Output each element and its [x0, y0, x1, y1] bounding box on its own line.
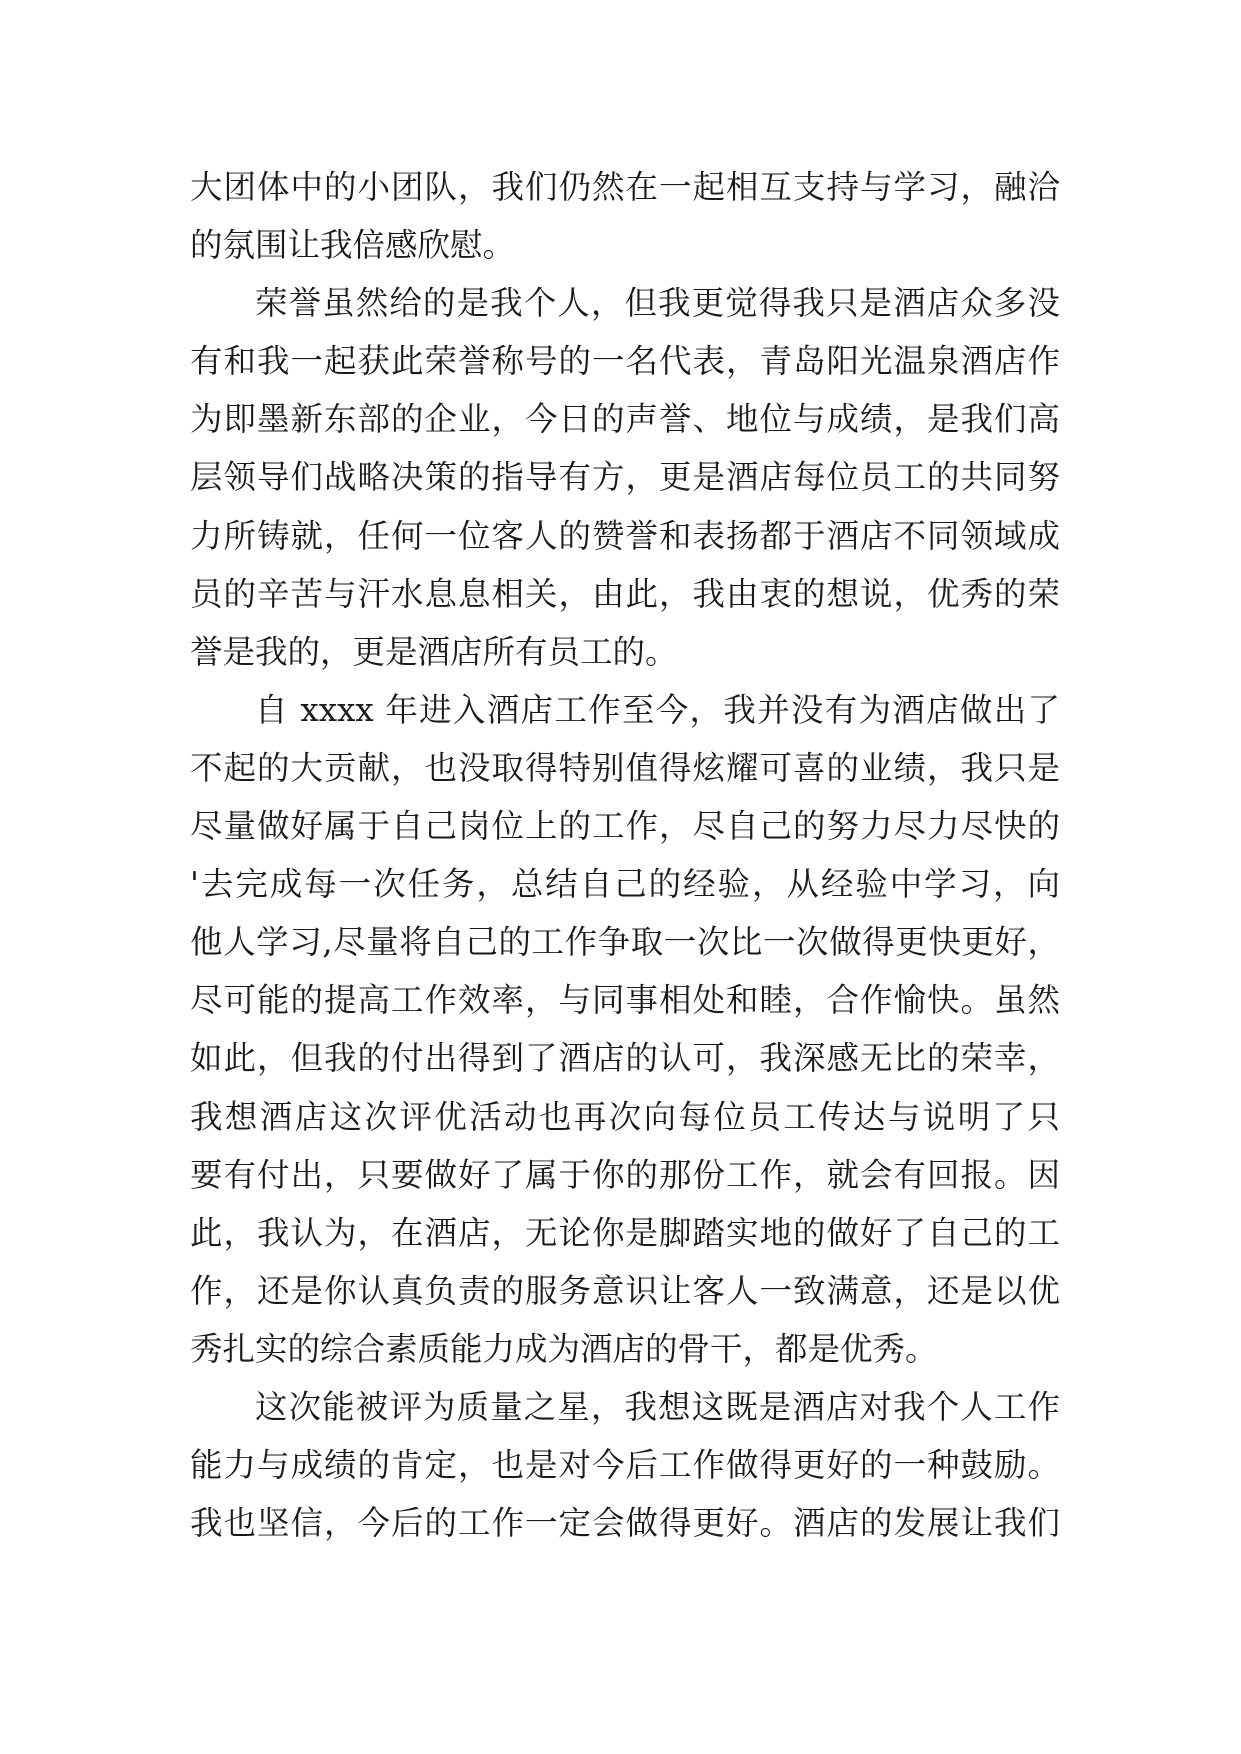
text-line: 自 xxxx 年进入酒店工作至今，我并没有为酒店做出了 [255, 690, 1060, 729]
text-line: 员的辛苦与汗水息息相关，由此，我由衷的想说，优秀的荣 [190, 574, 1060, 613]
text-line: 有和我一起获此荣誉称号的一名代表，青岛阳光温泉酒店作 [190, 342, 1060, 381]
text-line: 如此，但我的付出得到了酒店的认可，我深感无比的荣幸， [190, 1039, 1060, 1078]
text-line: 不起的大贡献，也没取得特别值得炫耀可喜的业绩，我只是 [190, 748, 1060, 787]
text-line: 这次能被评为质量之星，我想这既是酒店对我个人工作 [255, 1387, 1060, 1426]
text-line: 要有付出，只要做好了属于你的那份工作，就会有回报。因 [190, 1155, 1060, 1194]
text-line: 力所铸就，任何一位客人的赞誉和表扬都于酒店不同领域成 [190, 516, 1060, 555]
text-line: 的氛围让我倍感欣慰。 [190, 226, 516, 265]
text-line: 荣誉虽然给的是我个人，但我更觉得我只是酒店众多没 [255, 284, 1060, 323]
text-line: 尽可能的提高工作效率，与同事相处和睦，合作愉快。虽然 [190, 981, 1060, 1020]
text-line: 作，还是你认真负责的服务意识让客人一致满意，还是以优 [190, 1271, 1060, 1310]
text-line: 秀扎实的综合素质能力成为酒店的骨干，都是优秀。 [190, 1329, 938, 1368]
text-line: 尽量做好属于自己岗位上的工作，尽自己的努力尽力尽快的 [190, 807, 1060, 846]
text-line: 能力与成绩的肯定，也是对今后工作做得更好的一种鼓励。 [190, 1446, 1060, 1485]
text-line: 此，我认为，在酒店，无论你是脚踏实地的做好了自己的工 [190, 1213, 1060, 1252]
text-line: 为即墨新东部的企业，今日的声誉、地位与成绩，是我们高 [190, 400, 1060, 439]
text-line: 大团体中的小团队，我们仍然在一起相互支持与学习，融洽 [190, 168, 1060, 206]
text-line: 他人学习,尽量将自己的工作争取一次比一次做得更快更好， [190, 923, 1060, 962]
text-line: 层领导们战略决策的指导有方，更是酒店每位员工的共同努 [190, 458, 1060, 497]
text-line: '去完成每一次任务，总结自己的经验，从经验中学习，向 [190, 865, 1060, 904]
text-line: 我也坚信，今后的工作一定会做得更好。酒店的发展让我们 [190, 1504, 1060, 1543]
text-line: 誉是我的，更是酒店所有员工的。 [190, 632, 678, 671]
body-text [190, 158, 1060, 1552]
text-line: 我想酒店这次评优活动也再次向每位员工传达与说明了只 [190, 1097, 1060, 1136]
